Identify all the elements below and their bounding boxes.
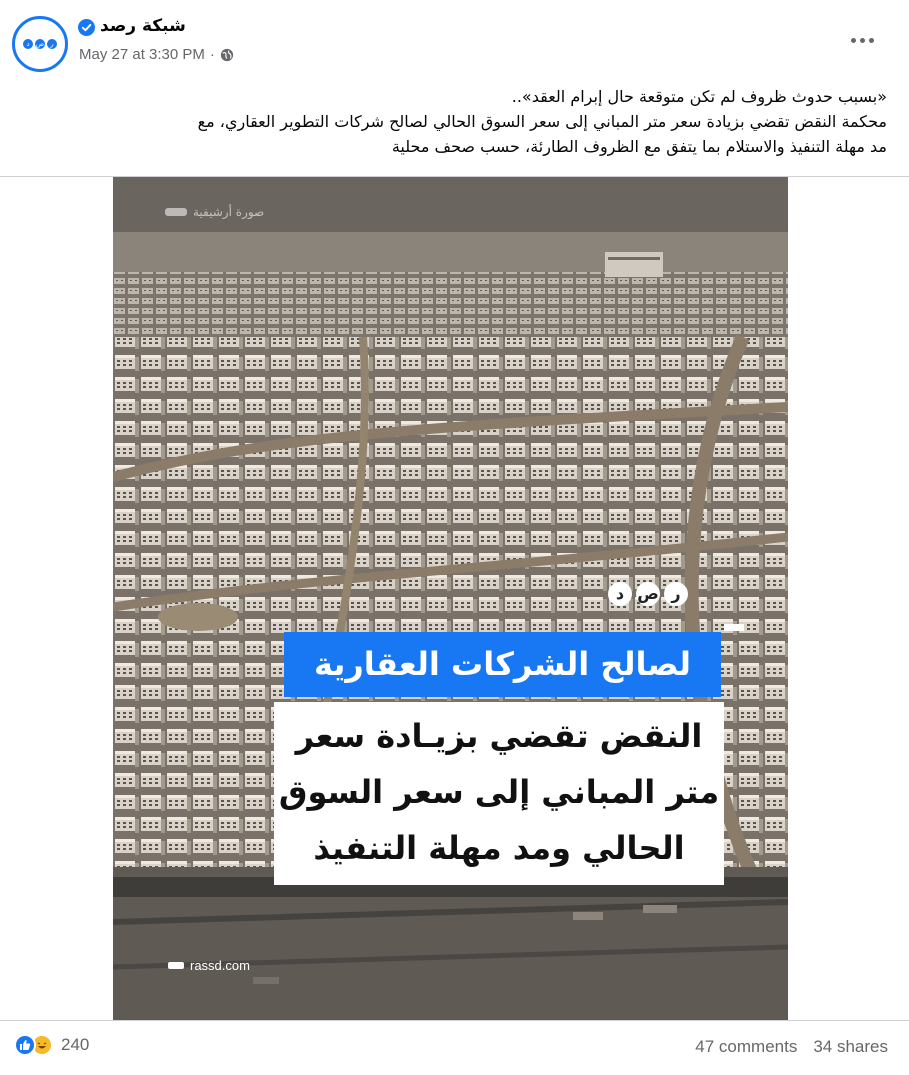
rassd-logo-icon: [23, 39, 57, 49]
site-logo-icon: [168, 962, 184, 969]
rassd-brand-logo: [608, 582, 688, 606]
comments-count-link[interactable]: 47 comments: [695, 1037, 798, 1056]
image-bottom-divider: [0, 1020, 909, 1021]
post-text-line: «بسبب حدوث ظروف لم تكن متوقعة حال إبرام العقد»..: [511, 87, 887, 106]
brand-logo-letter: د: [608, 582, 632, 606]
brand-logo-letter: ر: [664, 582, 688, 606]
logo-letter: ر: [47, 39, 57, 49]
watermark-logo-icon: [165, 208, 187, 216]
engagement-counts: [695, 1037, 888, 1057]
post-timestamp[interactable]: May 27 at 3:30 PM: [79, 46, 205, 63]
post-meta: [79, 46, 234, 63]
meta-separator: ·: [209, 46, 215, 63]
logo-letter: د: [23, 39, 33, 49]
logo-letter: ص: [35, 40, 45, 48]
headline-line: النقض تقضي بزيـادة سعر: [295, 717, 703, 755]
brand-logo-letter: ص: [636, 582, 660, 606]
watermark-text: صورة أرشيفية: [193, 205, 265, 219]
headline-line: متر المباني إلى سعر السوق: [278, 773, 720, 811]
headline-body: [274, 702, 724, 885]
headline-line: الحالي ومد مهلة التنفيذ: [313, 829, 685, 867]
post-text-line: مد مهلة التنفيذ والاستلام بما يتفق مع الظروف الطارئة، حسب صحف محلية: [391, 137, 887, 156]
archive-photo-watermark: [165, 205, 264, 219]
page-name-link[interactable]: شبكة رصد: [100, 16, 186, 36]
post-image[interactable]: [113, 177, 788, 1020]
post-text-line: محكمة النقض تقضي بزيادة سعر متر المباني إلى سعر السوق الحالي لصالح شركات التطوير العقاري، مع: [197, 112, 887, 131]
verified-badge-icon: [78, 19, 95, 36]
post-message: [17, 84, 887, 159]
headline-banner: لصالح الشركات العقارية: [284, 632, 721, 697]
like-icon: [14, 1034, 36, 1056]
brand-accent-bar: [724, 624, 744, 631]
ellipsis-icon[interactable]: [851, 30, 875, 50]
site-url: rassd.com: [190, 958, 250, 973]
page-avatar[interactable]: [12, 16, 68, 72]
site-watermark: [168, 958, 250, 973]
reaction-count: 240: [61, 1035, 90, 1054]
shares-count-link[interactable]: 34 shares: [813, 1037, 888, 1056]
globe-icon[interactable]: [220, 48, 234, 62]
reactions-summary[interactable]: [14, 1034, 89, 1056]
